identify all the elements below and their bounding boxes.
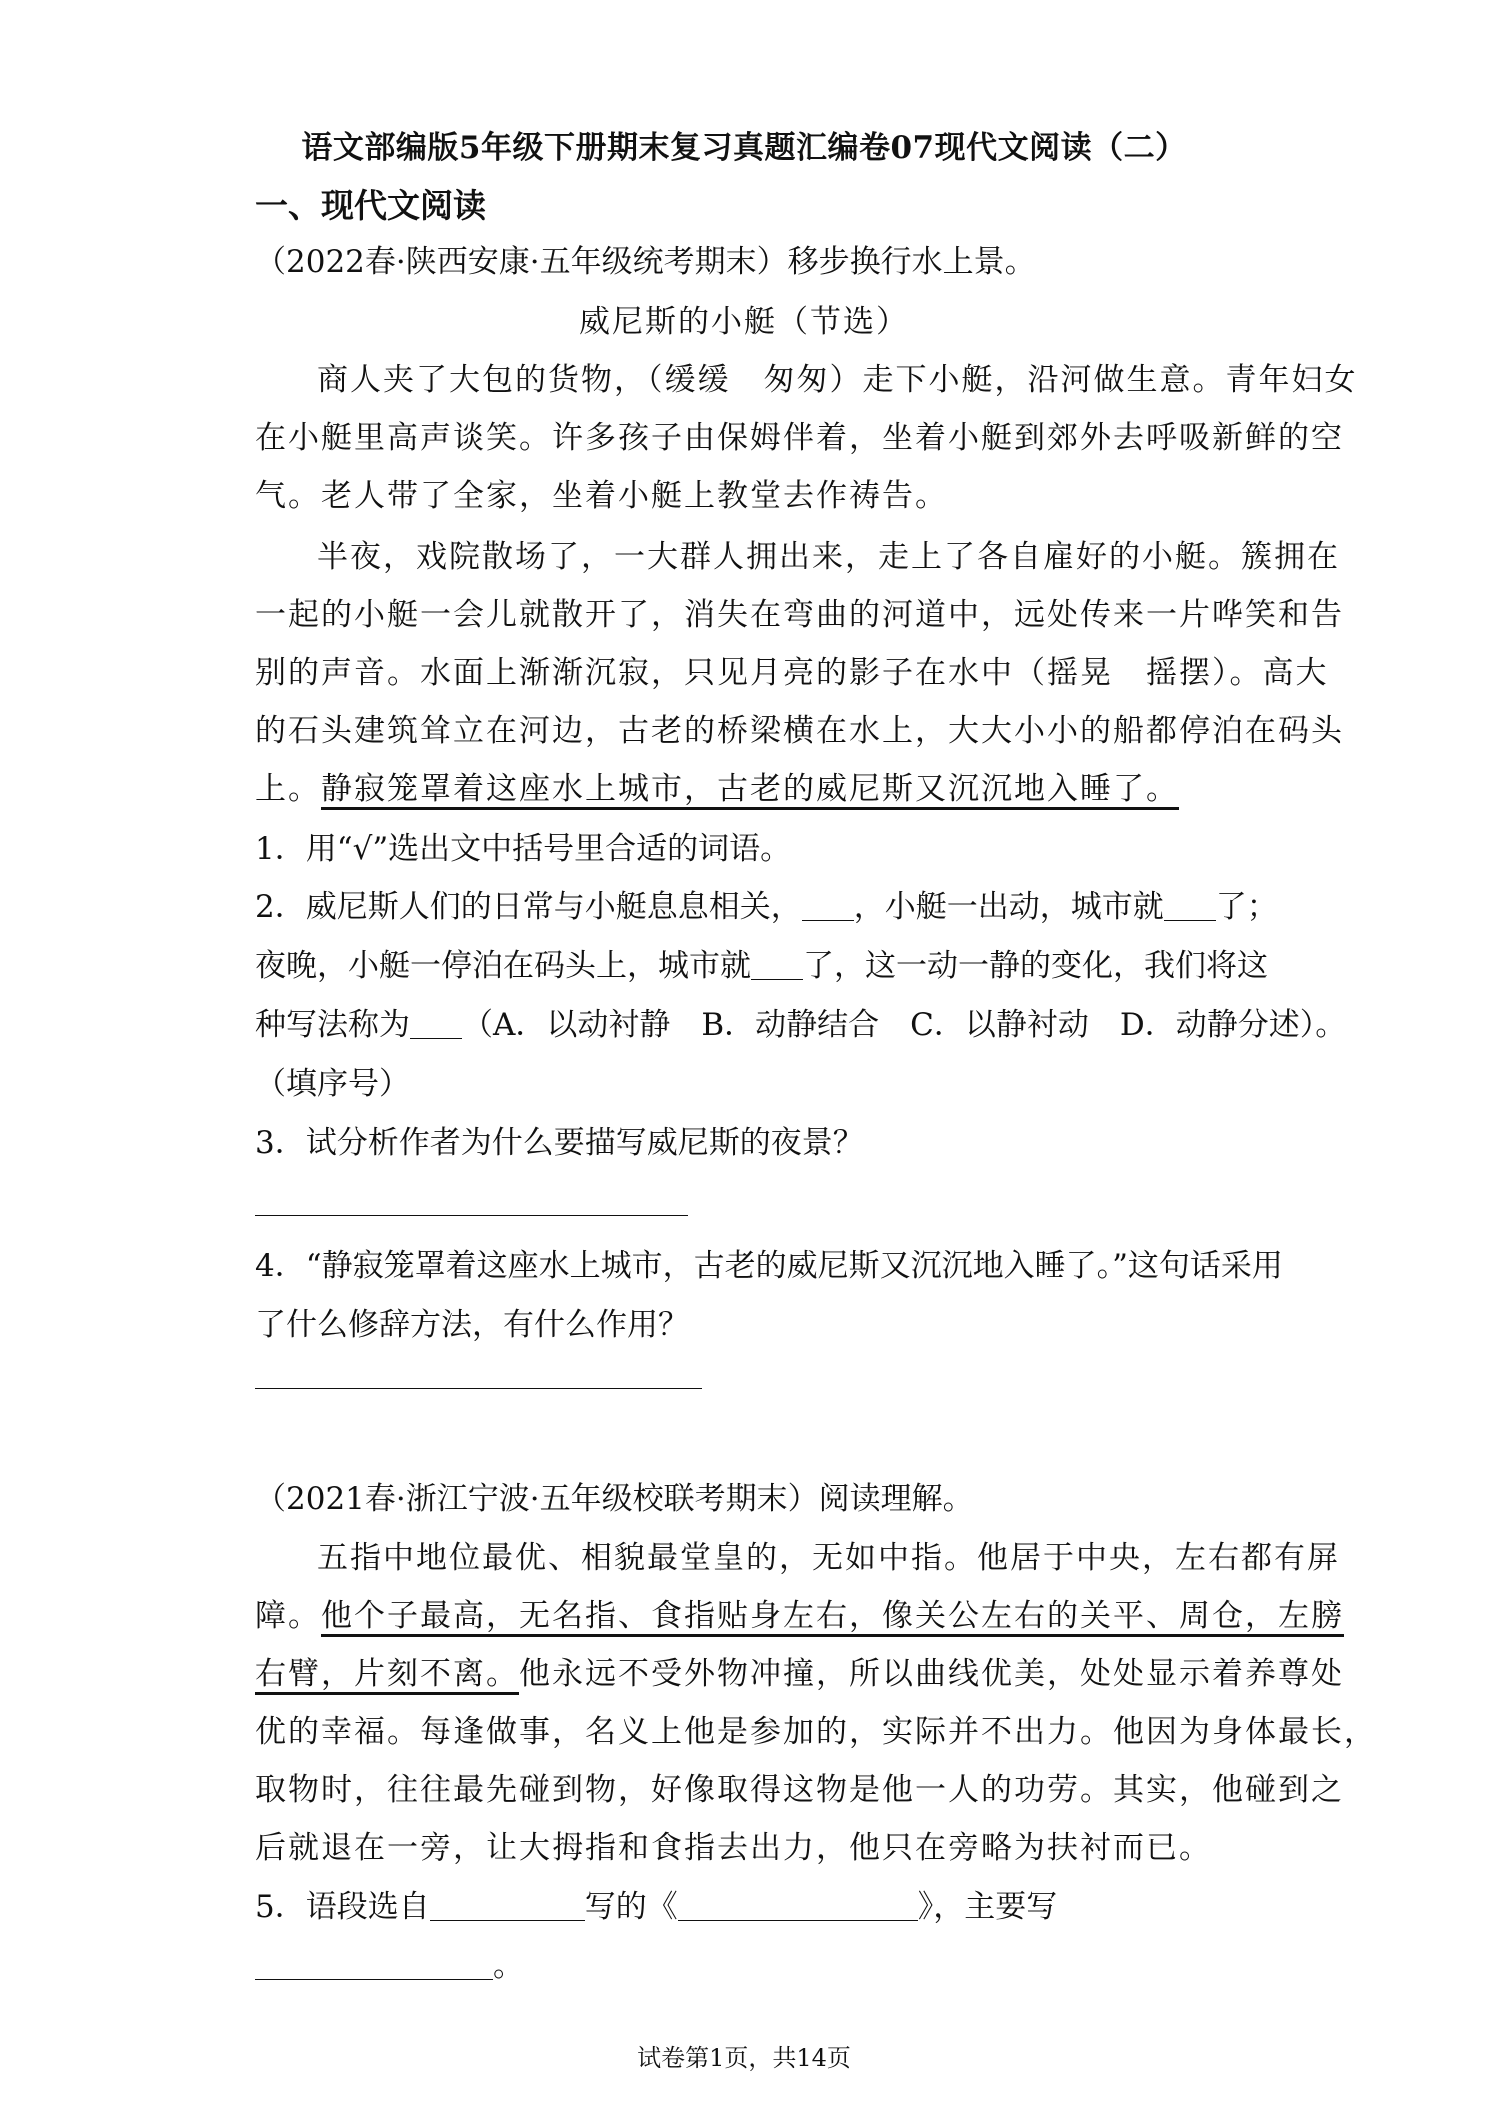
question-2-line3 xyxy=(255,1003,1347,1047)
question-5-line2 xyxy=(255,1944,1240,1988)
question-text: 。 xyxy=(493,1948,524,1984)
page-footer: 试卷第1页，共14页 xyxy=(637,2044,851,2072)
question-2-line2 xyxy=(255,944,1268,988)
passage1-line: 别的声音。水面上渐渐沉寂，只见月亮的影子在水中（摇晃 摇摆）。高大 xyxy=(255,655,1329,691)
question-text: 了，这一动一静的变化，我们将这 xyxy=(803,948,1268,984)
question-text: 夜晚，小艇一停泊在码头上，城市就 xyxy=(255,948,751,984)
answer-blank[interactable] xyxy=(751,949,803,980)
passage2-text: 他永远不受外物冲撞，所以曲线优美，处处显示着养尊处 xyxy=(519,1656,1344,1692)
passage2-line: 五指中地位最优、相貌最堂皇的，无如中指。他居于中央，左右都有屏 xyxy=(317,1540,1340,1576)
passage1-line: 在小艇里高声谈笑。许多孩子由保姆伴着，坐着小艇到郊外去呼吸新鲜的空 xyxy=(255,420,1344,456)
passage1-line: 半夜，戏院散场了，一大群人拥出来，走上了各自雇好的小艇。簇拥在 xyxy=(317,539,1340,575)
passage2-source: （2021春·浙江宁波·五年级校联考期末）阅读理解。 xyxy=(255,1481,974,1517)
question-3: 3．试分析作者为什么要描写威尼斯的夜景？ xyxy=(255,1125,864,1161)
passage1-source: （2022春·陕西安康·五年级统考期末）移步换行水上景。 xyxy=(255,244,1036,280)
passage2-line: 优的幸福。每逢做事，名义上他是参加的，实际并不出力。他因为身体最长， xyxy=(255,1714,1377,1750)
underlined-sentence: 右臂，片刻不离。 xyxy=(255,1656,519,1692)
question-text: ，小艇一出动，城市就 xyxy=(853,889,1164,925)
answer-line[interactable] xyxy=(255,1388,702,1389)
passage1-line xyxy=(255,767,1240,811)
question-text: 》，主要写 xyxy=(917,1889,1058,1925)
question-1: 1．用“√”选出文中括号里合适的词语。 xyxy=(255,831,792,867)
section-heading: 一、现代文阅读 xyxy=(255,186,486,225)
passage2-text: 障。 xyxy=(255,1598,321,1634)
question-5-line1 xyxy=(255,1885,1240,1929)
passage2-line: 后就退在一旁，让大拇指和食指去出力，他只在旁略为扶衬而已。 xyxy=(255,1830,1212,1866)
answer-blank[interactable] xyxy=(678,1890,918,1921)
document-title: 语文部编版5年级下册期末复习真题汇编卷07现代文阅读（二） xyxy=(301,130,1187,166)
answer-line[interactable] xyxy=(255,1215,688,1216)
passage1-title: 威尼斯的小艇（节选） xyxy=(579,304,909,340)
question-2-line1 xyxy=(255,885,1278,929)
question-4-line2: 了什么修辞方法，有什么作用？ xyxy=(255,1307,689,1343)
passage2-line xyxy=(255,1652,1344,1696)
underlined-sentence: 他个子最高，无名指、食指贴身左右，像关公左右的关平、周仓，左膀 xyxy=(321,1598,1344,1634)
passage1-line: 商人夹了大包的货物，（缓缓 匆匆）走下小艇，沿河做生意。青年妇女 xyxy=(317,362,1358,398)
question-text: （A．以动衬静 B．动静结合 C．以静衬动 D．动静分述）。 xyxy=(462,1007,1347,1043)
passage2-line xyxy=(255,1594,1344,1638)
question-text: 了； xyxy=(1215,889,1278,925)
answer-blank[interactable] xyxy=(410,1008,462,1039)
question-text: 2．威尼斯人们的日常与小艇息息相关， xyxy=(255,889,802,925)
passage1-line: 的石头建筑耸立在河边，古老的桥梁横在水上，大大小小的船都停泊在码头 xyxy=(255,713,1344,749)
answer-blank[interactable] xyxy=(802,890,854,921)
answer-blank[interactable] xyxy=(255,1949,493,1980)
question-text: 种写法称为 xyxy=(255,1007,410,1043)
passage1-line: 一起的小艇一会儿就散开了，消失在弯曲的河道中，远处传来一片哗笑和告 xyxy=(255,597,1344,633)
underlined-sentence: 静寂笼罩着这座水上城市，古老的威尼斯又沉沉地入睡了。 xyxy=(321,771,1179,807)
question-text: 写的《 xyxy=(584,1889,678,1925)
question-2-note: （填序号） xyxy=(255,1066,410,1102)
answer-blank[interactable] xyxy=(1164,890,1216,921)
answer-blank[interactable] xyxy=(430,1890,585,1921)
passage1-text: 上。 xyxy=(255,771,321,807)
question-4-line1: 4．“静寂笼罩着这座水上城市，古老的威尼斯又沉沉地入睡了。”这句话采用 xyxy=(255,1248,1283,1284)
question-text: 5．语段选自 xyxy=(255,1889,430,1925)
passage2-line: 取物时，往往最先碰到物，好像取得这物是他一人的功劳。其实，他碰到之 xyxy=(255,1772,1344,1808)
passage1-line: 气。老人带了全家，坐着小艇上教堂去作祷告。 xyxy=(255,478,948,514)
